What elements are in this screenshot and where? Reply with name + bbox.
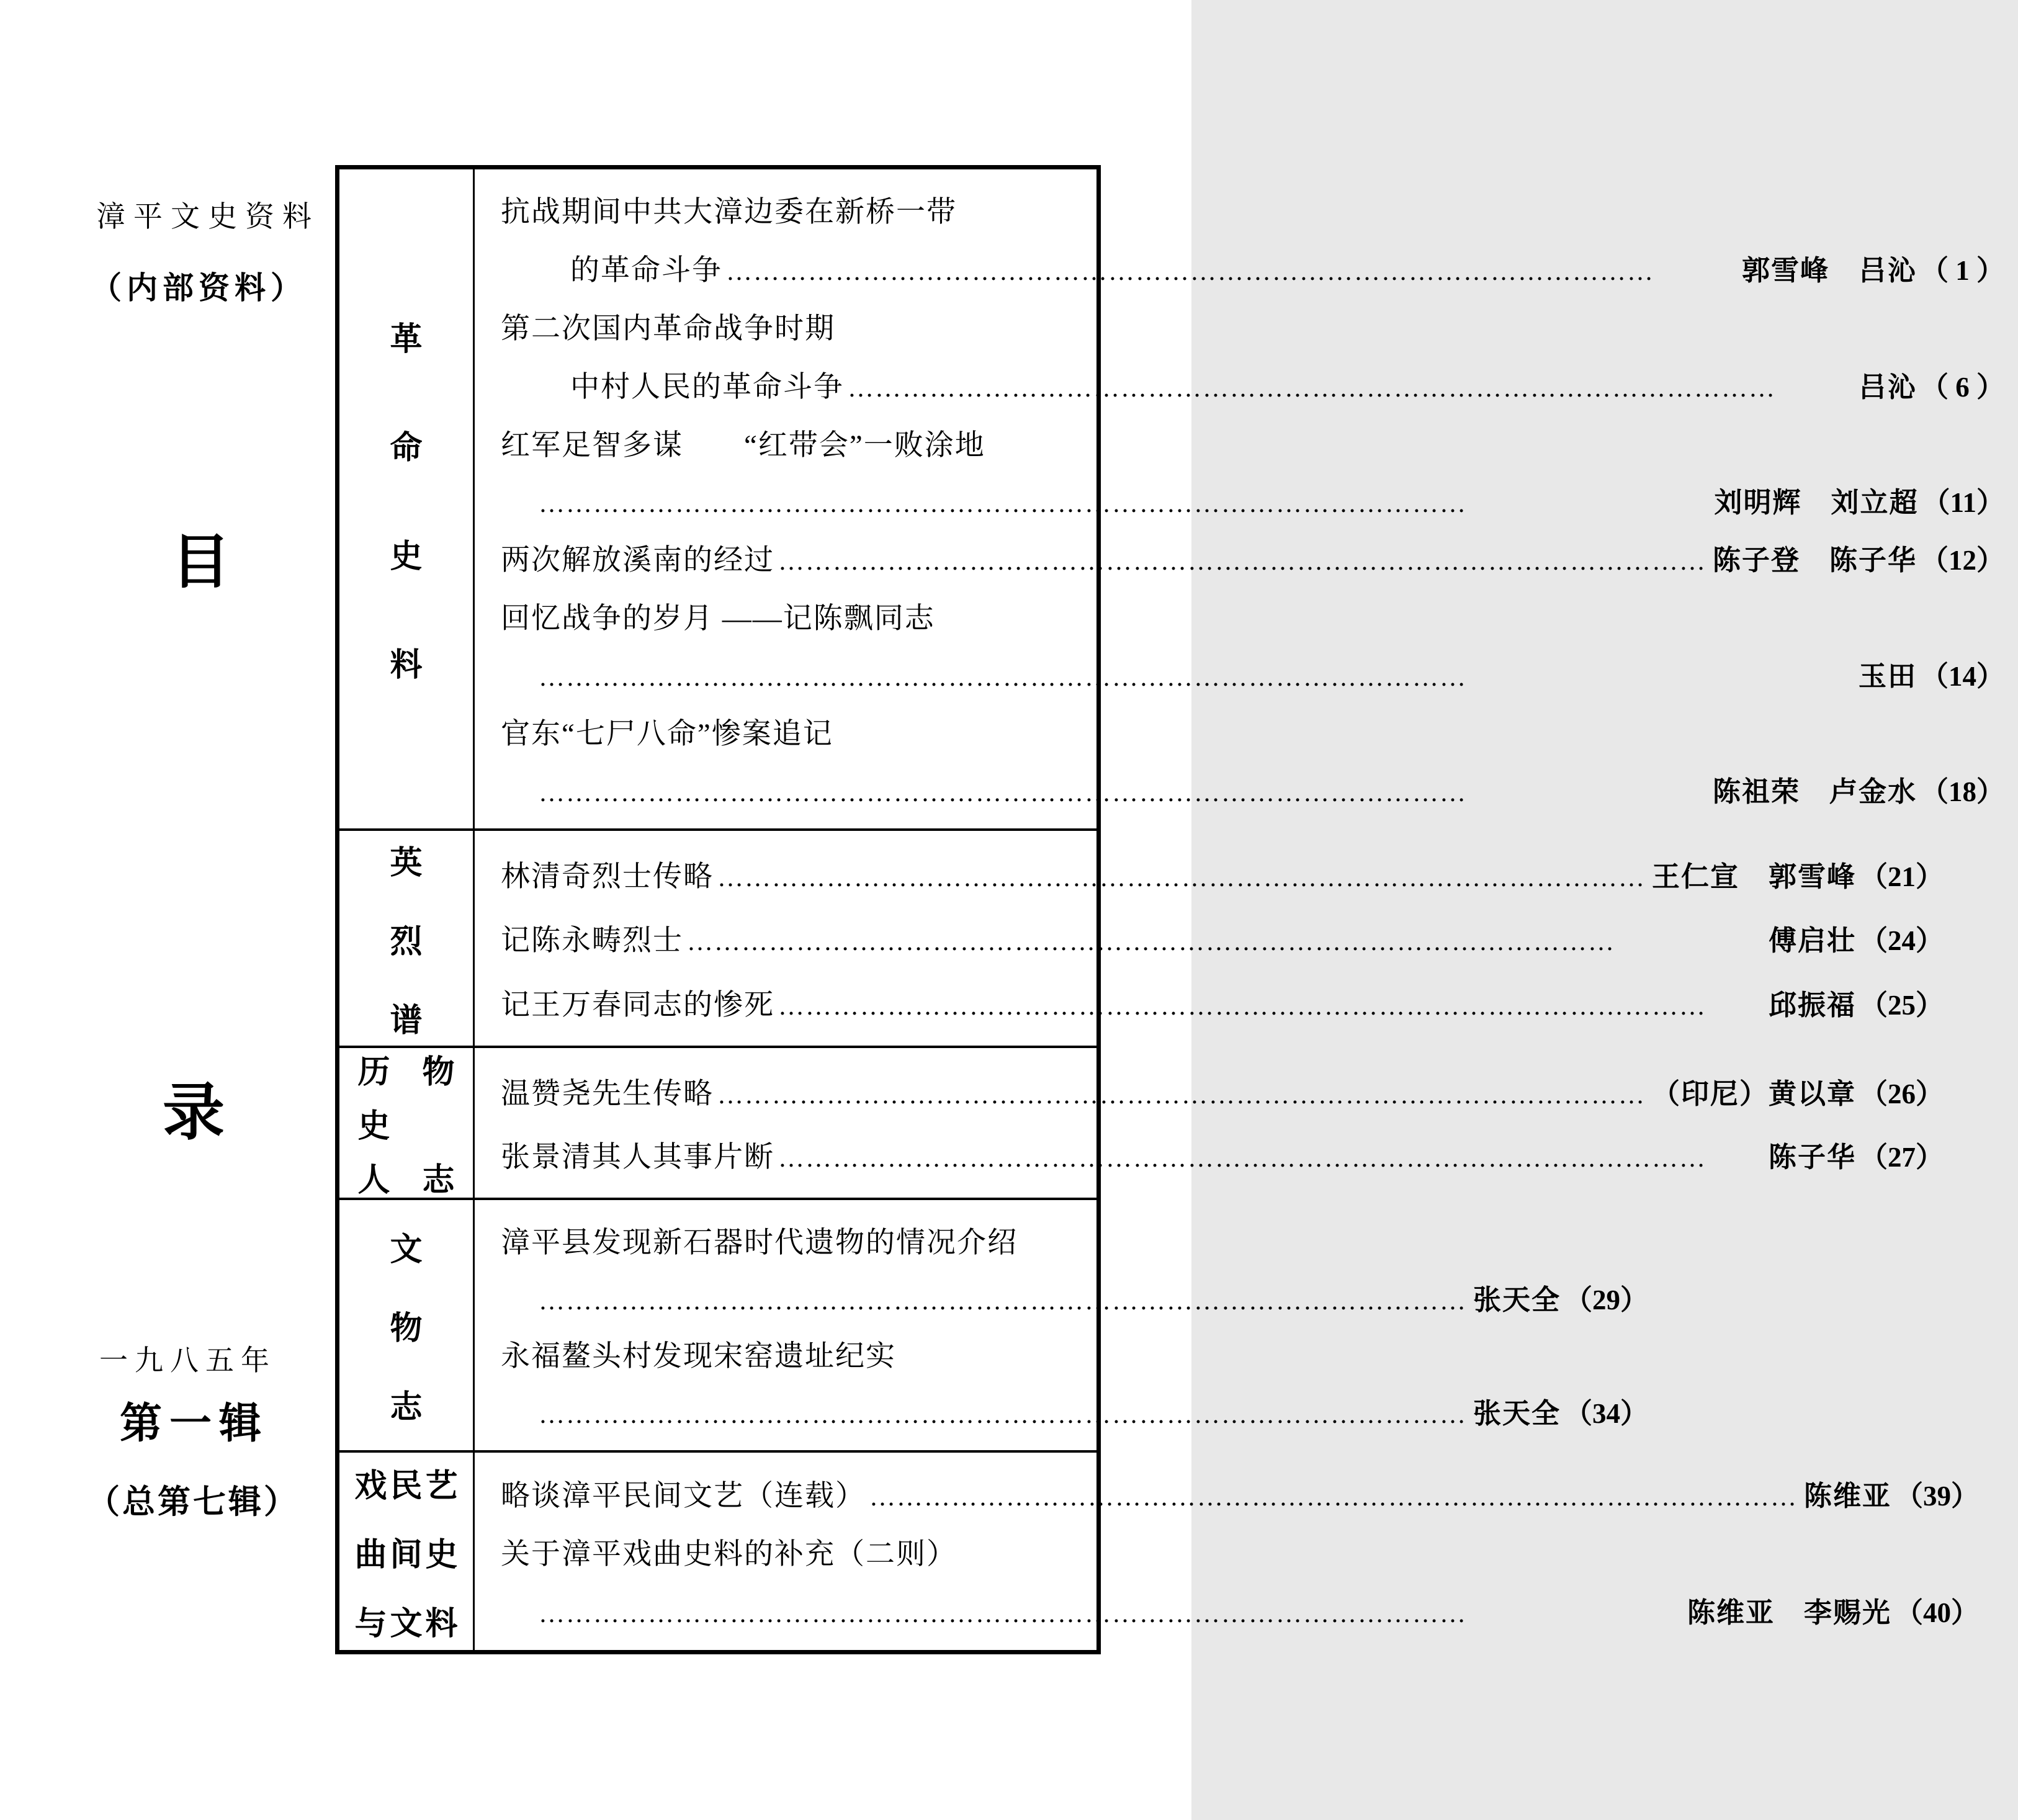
dot-leader	[726, 257, 1736, 287]
label-char: 志	[422, 1163, 455, 1198]
entry-page: （14）	[1921, 660, 2005, 692]
label-char: 人	[357, 1163, 390, 1198]
entry-title: 林清奇烈士传略	[501, 861, 714, 894]
entry-title: 抗战期间中共大漳边委在新桥一带	[501, 196, 957, 229]
entry-page: （ 6 ）	[1921, 371, 2005, 403]
entry-title: 官东“七尸八命”惨案追记	[501, 717, 833, 750]
label-char: 料	[390, 648, 423, 683]
label-char: 戏	[354, 1468, 387, 1504]
label-char: 曲	[354, 1537, 387, 1573]
entry-page: （39）	[1895, 1480, 1980, 1512]
entry-authors: 王仁宣 郭雪峰	[1652, 861, 1857, 893]
dot-leader	[539, 1599, 1681, 1629]
entry-page: （25）	[1860, 989, 1944, 1021]
entry-authors: 陈祖荣 卢金水	[1713, 776, 1917, 807]
label-char: 文	[390, 1606, 423, 1642]
entry-title: 永福鳌头村发现宋窑遗址纪实	[501, 1340, 896, 1373]
label-char: 命	[390, 431, 423, 466]
dot-leader	[539, 489, 1708, 519]
toc-line	[501, 247, 2004, 289]
dot-leader	[778, 547, 1706, 576]
toc-table	[335, 165, 2005, 1654]
dot-leader	[848, 374, 1852, 403]
section-revolutionary-history	[339, 169, 2005, 831]
entry-authors: 刘明辉 刘立超	[1714, 487, 1919, 519]
dot-leader	[778, 992, 1762, 1021]
label-char: 艺	[425, 1468, 458, 1504]
section-entries	[475, 1200, 1662, 1450]
dot-leader	[778, 1144, 1762, 1173]
entry-authors: 郭雪峰 吕沁	[1742, 255, 1917, 287]
entry-title: 关于漳平戏曲史料的补充（二则）	[501, 1538, 957, 1571]
entry-title: 张景清其人其事片断	[501, 1141, 774, 1174]
entry-page: （11）	[1922, 487, 2005, 519]
entry-page: （27）	[1860, 1142, 1944, 1173]
section-label	[339, 831, 475, 1046]
label-char: 志	[390, 1390, 423, 1425]
entry-page: （21）	[1860, 861, 1944, 893]
entry-authors: 陈维亚	[1804, 1480, 1892, 1512]
big-char-lu: 录	[163, 1078, 225, 1147]
entry-page: （ 1 ）	[1921, 255, 2005, 287]
label-char: 文	[390, 1232, 423, 1268]
toc-line	[501, 537, 2004, 578]
entry-title: 记陈永畴烈士	[501, 925, 683, 957]
entry-title: 温赞尧先生传略	[501, 1077, 714, 1110]
label-char: 革	[390, 322, 423, 357]
toc-line	[501, 422, 2004, 464]
toc-line	[501, 1277, 1648, 1317]
entry-title: 漳平县发现新石器时代遗物的情况介绍	[501, 1226, 1018, 1259]
section-entries	[475, 831, 1957, 1046]
label-char: 物	[390, 1311, 423, 1347]
entry-title: 的革命斗争	[570, 254, 722, 287]
section-entries	[475, 1048, 1957, 1198]
entry-authors: 玉田	[1859, 660, 1917, 692]
entry-title: 红军足智多谋 “红带会”一败涂地	[501, 429, 985, 462]
section-entries	[475, 169, 2018, 828]
entry-authors: 邱振福	[1769, 989, 1857, 1021]
section-label	[339, 1048, 475, 1198]
toc-line	[501, 853, 1944, 895]
section-historical-figures	[339, 1048, 1944, 1200]
label-char: 史	[390, 539, 423, 575]
section-label	[339, 169, 475, 828]
label-char: 英	[390, 845, 423, 881]
entry-title: 第二次国内革命战争时期	[501, 313, 835, 346]
entry-page: （12）	[1921, 545, 2005, 576]
series-title: 漳平文史资料	[96, 201, 320, 233]
toc-line	[501, 1590, 1979, 1630]
toc-line	[501, 189, 2004, 230]
section-label	[339, 1200, 475, 1450]
issue-label: 第一辑	[120, 1400, 269, 1447]
internal-material-label: （内部资料）	[91, 271, 307, 305]
toc-line	[501, 1219, 1648, 1261]
toc-line	[501, 595, 2004, 637]
dot-leader	[539, 1286, 1467, 1316]
issue-total-label: （总第七辑）	[87, 1484, 299, 1520]
entry-page: （29）	[1564, 1284, 1649, 1316]
label-char: 历	[357, 1055, 390, 1090]
section-entries	[475, 1453, 1993, 1650]
entry-title: 记王万春同志的惨死	[501, 988, 774, 1021]
dot-leader	[539, 663, 1852, 693]
toc-line	[501, 917, 1944, 959]
entry-authors: 陈子登 陈子华	[1713, 545, 1917, 576]
toc-line	[501, 1473, 1979, 1514]
toc-line	[501, 1333, 1648, 1374]
toc-line	[501, 480, 2004, 520]
entry-title: 回忆战争的岁月 ——记陈飘同志	[501, 603, 935, 635]
toc-line	[501, 653, 2004, 694]
section-label	[339, 1453, 475, 1650]
entry-authors: 陈子华	[1769, 1142, 1857, 1173]
section-cultural-relics	[339, 1200, 1649, 1453]
entry-authors: 张天全	[1473, 1284, 1561, 1316]
entry-page: （24）	[1860, 925, 1944, 957]
label-char: 与	[354, 1606, 387, 1642]
label-char: 间	[390, 1537, 423, 1573]
entry-title: 中村人民的革命斗争	[570, 370, 844, 403]
entry-page: （40）	[1895, 1597, 1980, 1629]
dot-leader	[717, 1080, 1646, 1110]
dot-leader	[687, 927, 1762, 957]
big-char-mu: 目	[171, 529, 231, 595]
label-char: 民	[390, 1468, 423, 1504]
label-char: 史	[357, 1109, 390, 1144]
entry-authors: （印尼）黄以章	[1652, 1078, 1857, 1109]
toc-line	[501, 1531, 1979, 1572]
entry-authors: 傅启壮	[1769, 925, 1857, 957]
label-char: 史	[425, 1537, 458, 1573]
entry-authors: 张天全	[1473, 1398, 1561, 1430]
entry-page: （18）	[1921, 776, 2005, 807]
toc-line	[501, 1391, 1648, 1431]
label-char: 烈	[390, 924, 423, 960]
entry-authors: 陈维亚 李赐光	[1687, 1597, 1892, 1629]
entry-title: 略谈漳平民间文艺（连载）	[501, 1479, 866, 1512]
dot-leader	[717, 863, 1646, 893]
toc-line	[501, 1134, 1944, 1175]
label-char: 料	[425, 1606, 458, 1642]
label-char: 谱	[390, 1003, 423, 1039]
dot-leader	[539, 1400, 1467, 1430]
entry-title: 两次解放溪南的经过	[501, 544, 774, 577]
dot-leader	[869, 1482, 1798, 1512]
year-label: 一九八五年	[99, 1345, 276, 1376]
section-opera-folk-art	[339, 1453, 1980, 1650]
label-char: 物	[422, 1055, 455, 1090]
toc-line	[501, 305, 2004, 347]
entry-page: （26）	[1860, 1078, 1944, 1109]
toc-line	[501, 982, 1944, 1023]
dot-leader	[539, 778, 1706, 808]
entry-page: （34）	[1564, 1398, 1649, 1430]
toc-line	[501, 1070, 1944, 1112]
toc-line	[501, 769, 2004, 809]
toc-line	[501, 364, 2004, 405]
section-martyrs	[339, 831, 1944, 1048]
entry-authors: 吕沁	[1859, 371, 1917, 403]
toc-line	[501, 711, 2004, 752]
